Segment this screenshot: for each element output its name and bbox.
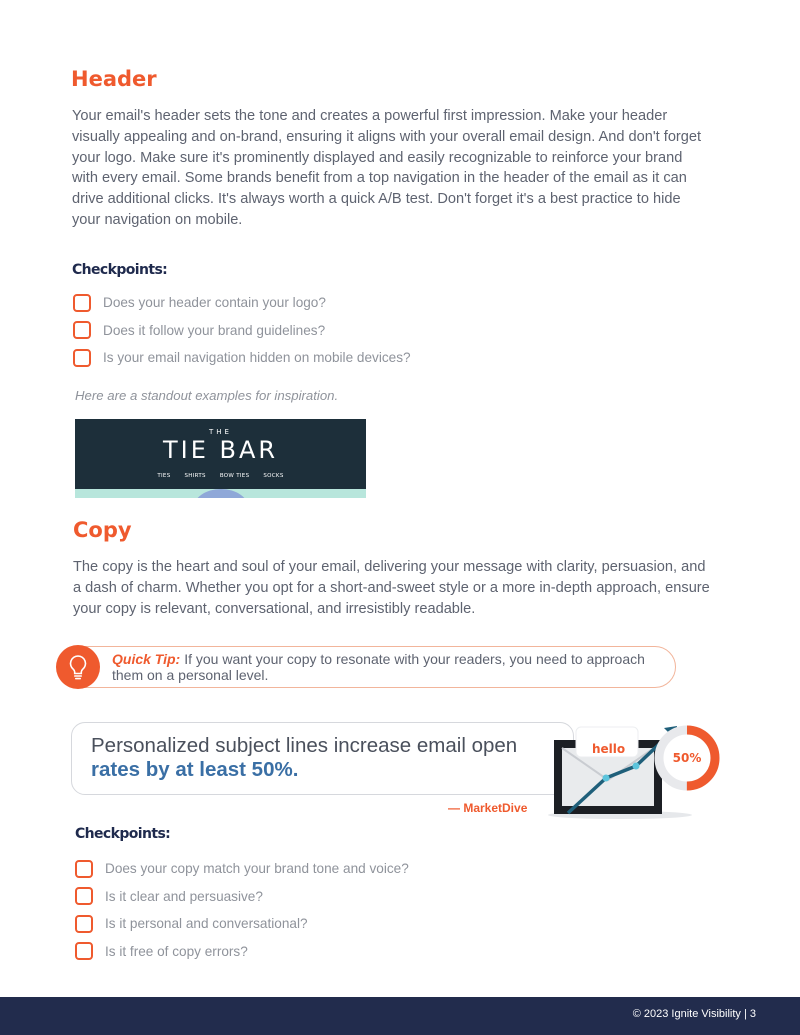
tie-bar-example-image <box>75 419 366 498</box>
page-footer <box>0 997 800 1035</box>
checklist-item-label: Is it free of copy errors? <box>105 943 248 959</box>
footer-copyright: © 2023 Ignite Visibility | 3 <box>632 1008 756 1020</box>
checklist-item[interactable] <box>75 910 409 938</box>
header-checkpoints-title: Checkpoints: <box>72 262 168 278</box>
bubble-text: hello <box>592 742 626 756</box>
header-checklist <box>73 289 411 372</box>
brand-nav-item: BOW TIES <box>219 473 250 479</box>
header-section-title: Header <box>71 67 157 91</box>
checklist-item[interactable] <box>73 289 411 317</box>
copy-section-title: Copy <box>73 518 132 542</box>
brand-nav-item: TIES <box>157 473 171 479</box>
checklist-item[interactable] <box>75 938 409 966</box>
checkbox[interactable] <box>75 915 93 933</box>
checkbox[interactable] <box>73 321 91 339</box>
checkbox[interactable] <box>73 349 91 367</box>
growth-point <box>633 763 640 770</box>
growth-point <box>603 775 610 782</box>
stat-quote-line-2: rates by at least 50%. <box>91 758 299 781</box>
brand-prefix: THE <box>209 428 232 436</box>
checkbox[interactable] <box>75 860 93 878</box>
checkbox[interactable] <box>73 294 91 312</box>
stat-quote-line-1: Personalized subject lines increase email open <box>91 734 518 757</box>
checklist-item-label: Does your copy match your brand tone and voice? <box>105 861 409 877</box>
checklist-item[interactable] <box>73 344 411 372</box>
checkbox[interactable] <box>75 887 93 905</box>
copy-body-text: The copy is the heart and soul of your email, delivering your message with clarity, persuasion, and a dash of charm. Whether you opt for a short-and-sweet style or a more in-depth approach, ensure your copy is relevant, conversational, and irresistibly readable. <box>73 559 710 617</box>
quick-tip-body: If you want your copy to resonate with your readers, you need to approach them on a personal level. <box>112 651 645 683</box>
brand-nav-item: SHIRTS <box>184 473 206 479</box>
checklist-item-label: Does your header contain your logo? <box>103 295 326 311</box>
checklist-item[interactable] <box>75 883 409 911</box>
example-note: Here are a standout examples for inspiration. <box>75 388 339 403</box>
quick-tip-text <box>112 652 667 683</box>
header-body-text: Your email's header sets the tone and creates a powerful first impression. Make your header visually appealing and on-brand, ensuring it aligns with your overall email design. And don't forget your logo. Make sure it's prominently displayed and easily recognizable to reinforce your brand with every email. Some brands benefit from a top navigation in the header of the email as it can drive additional clicks. It's always worth a quick A/B test. Don't forget it's a best practice to hide your navigation on mobile. <box>72 108 702 228</box>
checklist-item-label: Does it follow your brand guidelines? <box>103 322 326 338</box>
brand-nav-item: SOCKS <box>263 473 284 479</box>
donut-label: 50% <box>672 751 702 765</box>
copy-checkpoints-title: Checkpoints: <box>75 826 171 842</box>
checkbox[interactable] <box>75 942 93 960</box>
checklist-item-label: Is it clear and persuasive? <box>105 888 263 904</box>
checklist-item-label: Is your email navigation hidden on mobile devices? <box>103 350 411 366</box>
quick-tip-label: Quick Tip: <box>112 651 181 667</box>
checklist-item-label: Is it personal and conversational? <box>105 916 308 932</box>
copy-checklist <box>75 855 409 965</box>
checklist-item[interactable] <box>75 855 409 883</box>
brand-logo-text: TIE BAR <box>162 436 279 464</box>
stat-quote-source: — MarketDive <box>448 801 528 815</box>
checklist-item[interactable] <box>73 317 411 345</box>
email-growth-illustration <box>536 718 726 820</box>
lightbulb-icon <box>56 645 100 689</box>
brand-nav <box>75 473 366 479</box>
